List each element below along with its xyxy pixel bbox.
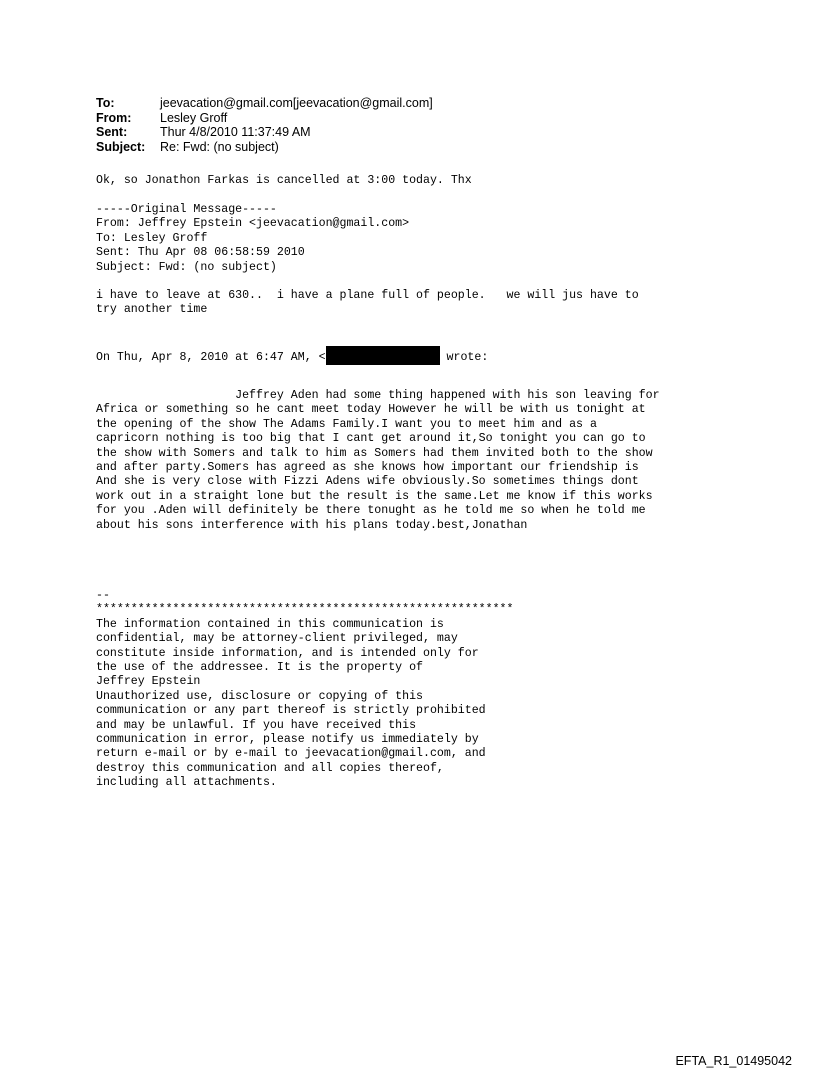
disclaimer-line: Jeffrey Epstein: [96, 675, 201, 689]
subject-row: [96, 140, 433, 155]
original-sent: Sent: Thu Apr 08 06:58:59 2010: [96, 246, 305, 260]
from-label: From:: [96, 110, 132, 125]
disclaimer-line: and may be unlawful. If you have received this: [96, 718, 417, 732]
original-to: To: Lesley Groff: [96, 231, 208, 245]
original-message-headers: [96, 203, 409, 275]
quoted-body-line: Jeffrey Aden had some thing happened with his son leaving for: [96, 389, 660, 402]
quoted-body-line: and after party.Somers has agreed as she knows how important our friendship is: [96, 461, 639, 475]
disclaimer-line: confidential, may be attorney-client privileged, may: [96, 632, 458, 646]
subject-label: Subject:: [96, 139, 146, 154]
quoted-body-line: work out in a straight lone but the result is the same.Let me know if this works: [96, 489, 653, 503]
to-label: To:: [96, 96, 115, 110]
disclaimer-line: including all attachments.: [96, 776, 277, 790]
redaction-box: [326, 346, 440, 365]
original-from: From: Jeffrey Epstein <jeevacation@gmail.com>: [96, 217, 410, 231]
quoted-body-line: for you .Aden will definitely be there tonught as he told me so when he told me: [96, 504, 646, 518]
quoted-body-line: capricorn nothing is too big that I cant get around it,So tonight you can go to: [96, 432, 646, 446]
disclaimer-line: the use of the addressee. It is the property of: [96, 661, 423, 675]
quoted-intro-prefix: On Thu, Apr 8, 2010 at 6:47 AM, <: [96, 351, 326, 364]
email-header: [96, 96, 433, 154]
original-subject: Subject: Fwd: (no subject): [96, 260, 277, 274]
sent-value: Thur 4/8/2010 11:37:49 AM: [160, 125, 311, 139]
disclaimer: [96, 589, 513, 791]
from-row: [96, 111, 433, 126]
subject-value: Re: Fwd: (no subject): [160, 139, 279, 154]
document-id: EFTA_R1_01495042: [675, 1054, 792, 1068]
quoted-body-line: about his sons interference with his plans today.best,Jonathan: [96, 518, 528, 532]
quoted-body-line: And she is very close with Fizzi Adens wife obviously.So sometimes things dont: [96, 475, 639, 489]
sent-row: [96, 125, 433, 140]
from-value: Lesley Groff: [160, 110, 228, 125]
quoted-body-line: the show with Somers and talk to him as Somers had them invited both to the show: [96, 446, 653, 460]
disclaimer-line: communication or any part thereof is strictly prohibited: [96, 704, 486, 718]
disclaimer-line: destroy this communication and all copies thereof,: [96, 761, 444, 775]
quoted-body-line: the opening of the show The Adams Family.I want you to meet him and as a: [96, 417, 597, 431]
to-row: [96, 96, 433, 111]
quoted-intro-suffix: wrote:: [439, 351, 489, 364]
sent-label: Sent:: [96, 125, 128, 139]
disclaimer-line: communication in error, please notify us immediately by: [96, 733, 479, 747]
disclaimer-line: The information contained in this communication is: [96, 617, 444, 631]
disclaimer-line: Unauthorized use, disclosure or copying of this: [96, 689, 423, 703]
disclaimer-line: return e-mail or by e-mail to jeevacation@gmail.com, and: [96, 747, 486, 761]
quoted-body-line: Africa or something so he cant meet today However he will be with us tonight at: [96, 403, 646, 417]
quoted-intro: [96, 346, 488, 365]
original-separator: -----Original Message-----: [96, 203, 277, 216]
original-body-line: try another time: [96, 303, 208, 317]
signature-dashes: --: [96, 589, 110, 602]
quoted-body: [96, 389, 660, 533]
original-body: [96, 289, 639, 318]
original-body-line: i have to leave at 630.. i have a plane full of people. we will jus have to: [96, 289, 639, 302]
disclaimer-line: constitute inside information, and is intended only for: [96, 646, 479, 660]
to-value: jeevacation@gmail.com[jeevacation@gmail.com]: [160, 96, 433, 110]
reply-body: Ok, so Jonathon Farkas is cancelled at 3:00 today. Thx: [96, 174, 472, 187]
disclaimer-stars: ************************************************************: [96, 603, 514, 617]
